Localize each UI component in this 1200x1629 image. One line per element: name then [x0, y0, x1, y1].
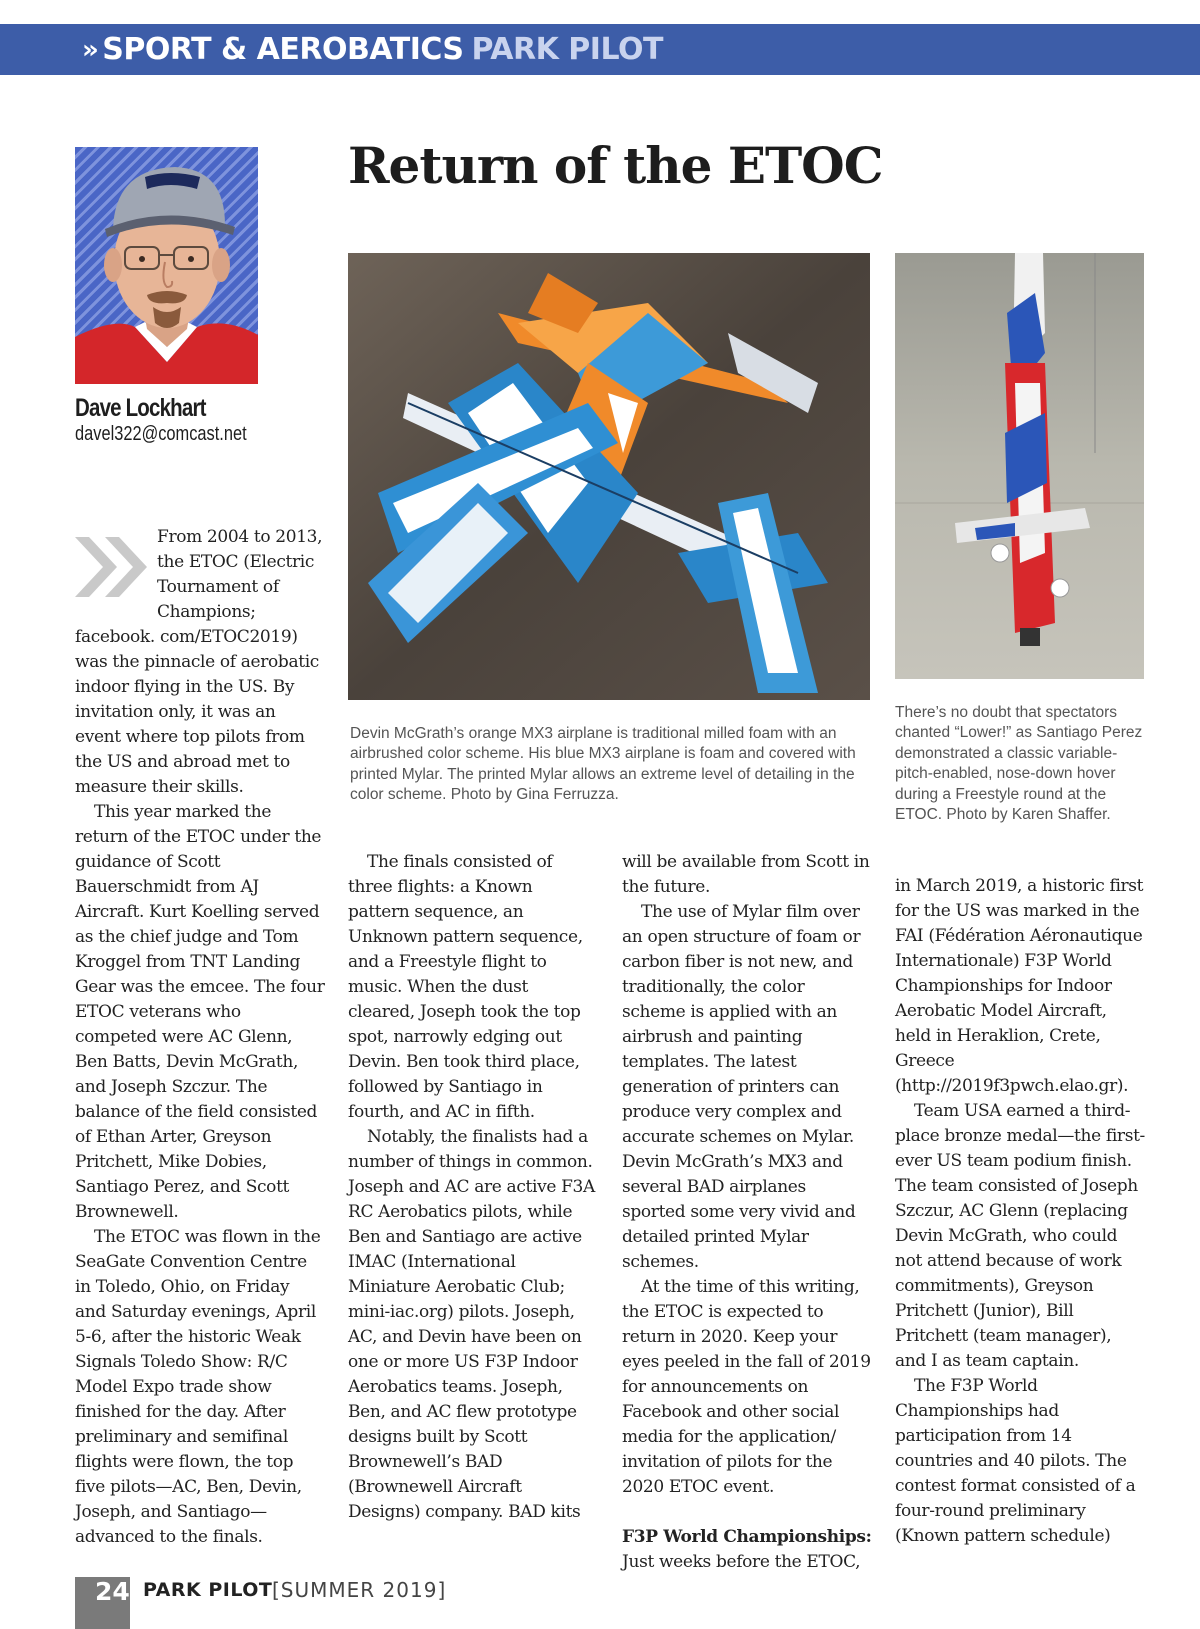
section-title: SPORT & AEROBATICS	[102, 32, 464, 67]
author-email: davel322@comcast.net	[75, 423, 247, 445]
article-column-1	[75, 525, 325, 1550]
double-chevron-icon	[75, 533, 153, 601]
photo-nose-down-hover	[895, 253, 1144, 679]
paragraph: From 2004 to 2013, the ETOC (Electric Tournament of Champions; facebook. com/ETOC2019) was the pinnacle of aerobatic indoor flying in the US. By invitation only, it was an event where top pilots from the US and abroad met to measure their skills.	[75, 527, 323, 797]
author-name: Dave Lockhart	[75, 394, 206, 422]
photo-hover-illustration	[895, 253, 1144, 679]
article-column-2	[348, 850, 598, 1525]
paragraph	[622, 1525, 872, 1575]
paragraph: in March 2019, a historic first for the US was marked in the FAI (Fédération Aéronautique Internationale) F3P World Championships for Indoor Aerobatic Model Aircraft, held in Heraklion, Crete, Greece (http://2019f3pwch.elao.gr).	[895, 876, 1144, 1096]
article-column-3	[622, 850, 872, 1575]
photo-mx3-illustration	[348, 253, 870, 700]
author-portrait-illustration	[75, 147, 258, 384]
section-subtitle: PARK PILOT	[471, 32, 663, 67]
paragraph: The F3P World Championships had participation from 14 countries and 40 pilots. The contest format consisted of a four-round preliminary (Known pattern schedule)	[895, 1376, 1136, 1546]
section-banner	[0, 24, 1200, 75]
photo-caption-hover: There’s no doubt that spectators chanted “Lower!” as Santiago Perez demonstrated a classic variable-pitch-enabled, nose-down hover during a Freestyle round at the ETOC. Photo by Karen Shaffer.	[895, 704, 1143, 824]
photo-caption-mx3: Devin McGrath’s orange MX3 airplane is traditional milled foam with an airbrushed color scheme. His blue MX3 airplane is foam and covered with printed Mylar. The printed Mylar allows an extreme level of detailing in the color scheme. Photo by Gina Ferruzza.	[350, 725, 856, 804]
photo-mx3-airplanes	[348, 253, 870, 700]
paragraph: Team USA earned a third-place bronze medal—the first-ever US team podium finish. The team consisted of Joseph Szczur, AC Glenn (replacing Devin McGrath, who could not attend because of work commitments), Greyson Pritchett (Junior), Bill Pritchett (team manager), and I as team captain.	[895, 1101, 1145, 1371]
paragraph-text: Just weeks before the ETOC,	[622, 1552, 861, 1572]
paragraph: Notably, the finalists had a number of things in common. Joseph and AC are active F3A RC Aerobatics pilots, while Ben and Santiago are active IMAC (International Miniature Aerobatic Club; mini-iac.org) pilots. Joseph, AC, and Devin have been on one or more US F3P Indoor Aerobatics teams. Joseph, Ben, and AC flew prototype designs built by Scott Brownewell’s BAD (Brownewell Aircraft Designs) company. BAD kits	[348, 1127, 595, 1522]
author-photo	[75, 147, 258, 384]
article-column-4	[895, 874, 1145, 1549]
paragraph: The ETOC was flown in the SeaGate Convention Centre in Toledo, Ohio, on Friday and Saturday evenings, April 5-6, after the historic Weak Signals Toledo Show: R/C Model Expo trade show finished for the day. After preliminary and semifinal flights were flown, the top five pilots—AC, Ben, Devin, Joseph, and Santiago—advanced to the finals.	[75, 1227, 321, 1547]
chevron-icon: »	[82, 34, 99, 65]
publication-name: PARK PILOT	[143, 1579, 273, 1601]
paragraph: The finals consisted of three flights: a Known pattern sequence, an Unknown pattern sequence, and a Freestyle flight to music. When the dust cleared, Joseph took the top spot, narrowly edging out Devin. Ben took third place, followed by Santiago in fourth, and AC in fifth.	[348, 852, 583, 1122]
paragraph: At the time of this writing, the ETOC is expected to return in 2020. Keep your eyes peeled in the fall of 2019 for announcements on Facebook and other social media for the application/ invitation of pilots for the 2020 ETOC event.	[622, 1277, 871, 1497]
article-title: Return of the ETOC	[348, 136, 883, 195]
paragraph: This year marked the return of the ETOC under the guidance of Scott Bauerschmidt from AJ Aircraft. Kurt Koelling served as the chief judge and Tom Kroggel from TNT Landing Gear was the emcee. The four ETOC veterans who competed were AC Glenn, Ben Batts, Devin McGrath, and Joseph Szczur. The balance of the field consisted of Ethan Arter, Greyson Pritchett, Mike Dobies, Santiago Perez, and Scott Brownewell.	[75, 802, 325, 1222]
paragraph: The use of Mylar film over an open structure of foam or carbon fiber is not new, and traditionally, the color scheme is applied with an airbrush and painting templates. The latest generation of printers can produce very complex and accurate schemes on Mylar. Devin McGrath’s MX3 and several BAD airplanes sported some very vivid and detailed printed Mylar schemes.	[622, 902, 861, 1272]
page-number: 24	[95, 1577, 130, 1606]
paragraph: will be available from Scott in the future.	[622, 852, 870, 897]
page-number-box	[75, 1577, 130, 1629]
issue-label: [SUMMER 2019]	[272, 1578, 447, 1602]
subheading-f3p-world-championships: F3P World Championships:	[622, 1527, 872, 1547]
